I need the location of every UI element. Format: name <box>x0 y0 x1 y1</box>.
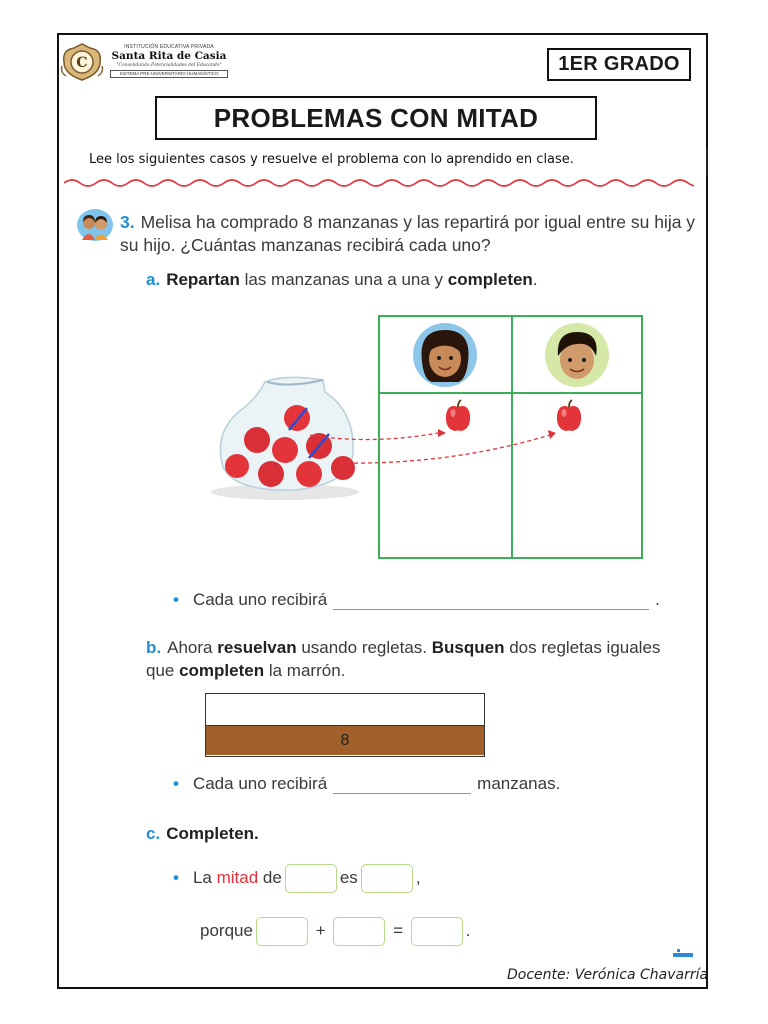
apple-icon <box>554 399 584 433</box>
girl-icon <box>410 322 480 388</box>
answer-box-half[interactable] <box>361 864 413 893</box>
divider <box>706 148 708 176</box>
answer-box-addend-1[interactable] <box>256 917 308 946</box>
part-a-answer-prefix: Cada uno recibirá <box>192 590 328 609</box>
part-a-answer-blank[interactable] <box>333 591 649 610</box>
part-c-text-es: es <box>339 867 358 887</box>
part-c-bold: Completen. <box>166 824 259 843</box>
school-motto: "Consolidando Potencialidades del Educando" <box>116 63 222 68</box>
grid-divider-horizontal <box>380 392 641 394</box>
grade-label: 1ER GRADO <box>547 48 691 81</box>
part-a-answer <box>173 590 660 610</box>
part-b-instruction <box>146 636 686 682</box>
part-c-period: . <box>465 920 471 940</box>
part-b-bold-2: Busquen <box>431 638 505 657</box>
school-logo <box>60 42 230 82</box>
bullet-icon: • <box>173 590 179 609</box>
instruction-text: Lee los siguientes casos y resuelve el problema con lo aprendido en clase. <box>89 152 574 167</box>
brown-rod: 8 <box>206 726 484 755</box>
part-b-answer-blank[interactable] <box>333 775 471 794</box>
empty-rod-slot[interactable] <box>206 694 484 726</box>
equals-sign: = <box>393 920 404 940</box>
part-b-text-4: la marrón. <box>264 661 346 680</box>
part-b-text-1: Ahora <box>167 638 218 657</box>
wavy-divider <box>64 176 694 190</box>
part-b-text-2: usando regletas. <box>296 638 432 657</box>
apple-icon <box>443 399 473 433</box>
part-c-line-1 <box>173 864 421 893</box>
part-b-bold-3: completen <box>179 661 265 680</box>
part-c-letter: c. <box>146 824 161 843</box>
part-c-text-porque: porque <box>200 920 253 940</box>
school-crest-icon <box>60 42 104 82</box>
boy-icon <box>542 322 612 388</box>
part-c-instruction <box>146 824 259 844</box>
part-b-letter: b. <box>146 638 162 657</box>
teacher-name: Docente: Verónica Chavarría <box>507 967 709 983</box>
answer-box-sum[interactable] <box>411 917 463 946</box>
part-b-answer-suffix: manzanas. <box>477 774 561 793</box>
part-c-text-de: de <box>262 867 282 887</box>
problem-text: Melisa ha comprado 8 manzanas y las repartirá por igual entre su hija y su hijo. ¿Cuántas manzanas recibirá cada uno? <box>120 212 696 255</box>
part-c-text-la: La <box>192 867 212 887</box>
part-a-letter: a. <box>146 270 161 289</box>
part-b-bold-1: resuelvan <box>217 638 297 657</box>
problem-number: 3. <box>120 212 135 232</box>
corner-mark-icon <box>669 948 693 958</box>
part-b-answer <box>173 774 560 794</box>
part-c-mitad: mitad <box>216 867 259 887</box>
distribution-table <box>378 315 643 559</box>
part-c-comma: , <box>415 867 421 887</box>
part-b-answer-prefix: Cada uno recibirá <box>192 774 328 793</box>
grid-divider-vertical <box>511 317 513 557</box>
plus-sign: + <box>315 920 326 940</box>
school-top-text: INSTITUCIÓN EDUCATIVA PRIVADA <box>124 44 214 50</box>
part-a-instruction <box>146 270 538 290</box>
problem-statement <box>120 211 700 257</box>
part-a-text: las manzanas una a una y <box>239 270 448 289</box>
page-title: PROBLEMAS CON MITAD <box>155 96 597 140</box>
part-a-bold-1: Repartan <box>166 270 240 289</box>
answer-box-addend-2[interactable] <box>333 917 385 946</box>
part-b-text-3: dos regletas iguales que <box>146 638 661 680</box>
svg-text:C: C <box>76 55 88 71</box>
part-a-answer-suffix: . <box>655 590 660 609</box>
school-name: Santa Rita de Casia <box>111 50 227 62</box>
school-system: SISTEMA PRE-UNIVERSITARIO HUMANÍSTICO <box>110 70 228 78</box>
part-a-end: . <box>532 270 538 289</box>
answer-box-total[interactable] <box>285 864 337 893</box>
bullet-icon: • <box>173 774 179 793</box>
rod-diagram <box>205 693 485 757</box>
bullet-icon: • <box>173 867 179 887</box>
part-a-bold-2: completen <box>447 270 533 289</box>
part-c-line-2 <box>200 917 470 946</box>
kids-icon <box>76 208 114 242</box>
